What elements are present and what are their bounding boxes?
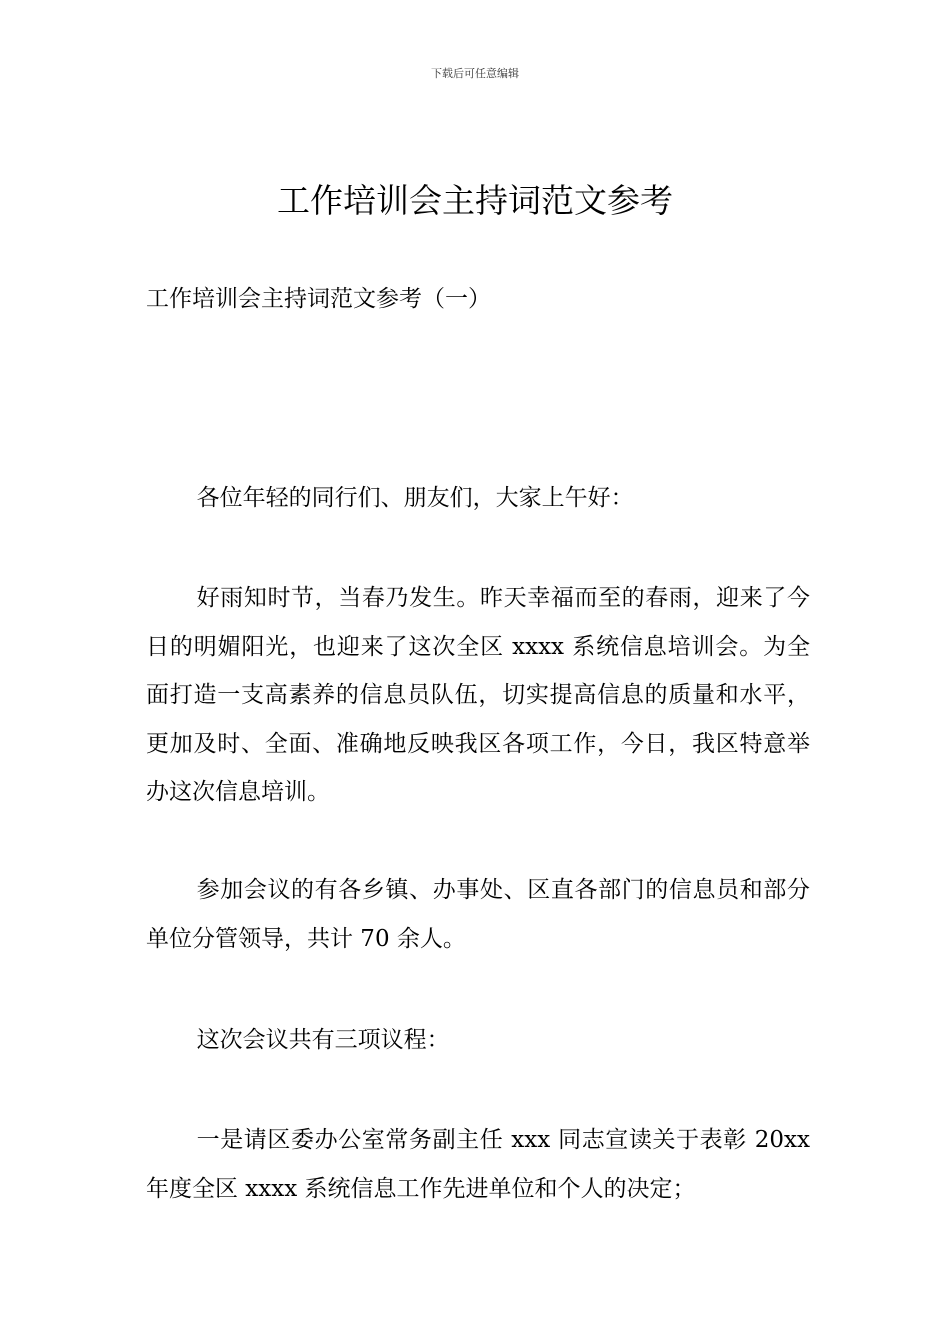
header-note: 下载后可任意编辑 (431, 67, 519, 80)
paragraph-agenda-item-one: 一是请区委办公室常务副主任 xxx 同志宣读关于表彰 20xx 年度全区 xxxx 系统信息工作先进单位和个人的决定； (146, 1127, 810, 1202)
document-title: 工作培训会主持词范文参考 (277, 181, 673, 220)
paragraph-introduction: 好雨知时节，当春乃发生。昨天幸福而至的春雨，迎来了今日的明媚阳光，也迎来了这次全区 xxxx 系统信息培训会。为全面打造一支高素养的信息员队伍，切实提高信息的质量和水平，更加及时、全面、准确地反映我区各项工作，今日，我区特意举办这次信息培训。 (146, 585, 810, 805)
paragraph-attendees: 参加会议的有各乡镇、办事处、区直各部门的信息员和部分单位分管领导，共计 70 余人。 (146, 877, 810, 952)
paragraph-greeting: 各位年轻的同行们、朋友们，大家上午好： (196, 485, 634, 511)
section-heading: 工作培训会主持词范文参考（一） (146, 286, 491, 312)
paragraph-agenda-intro: 这次会议共有三项议程： (196, 1027, 450, 1053)
